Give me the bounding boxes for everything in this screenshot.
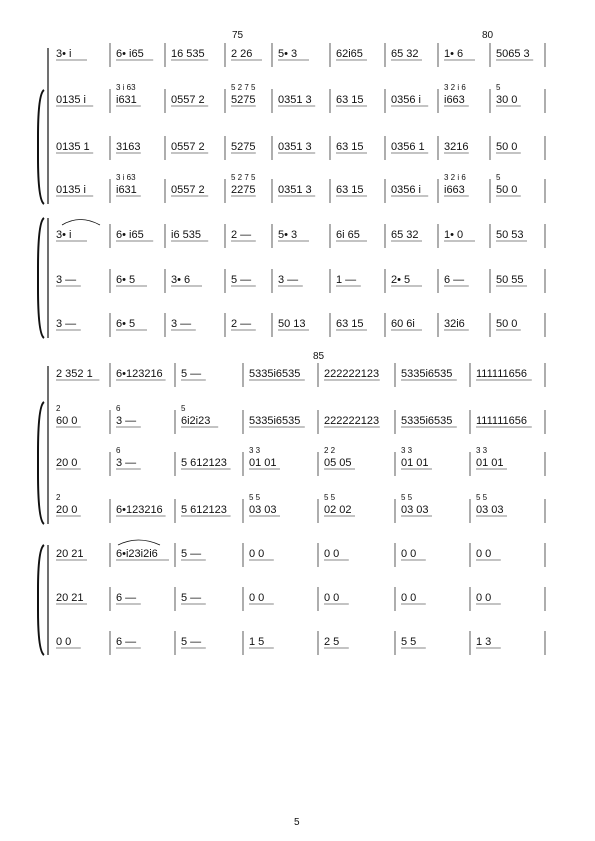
brace-bracket	[38, 218, 44, 338]
chord-upper-notes: 5 5	[401, 493, 413, 502]
measure-notes: 50 13	[278, 318, 306, 330]
measure-notes: 0 0	[401, 548, 417, 560]
measure-notes: 5 —	[181, 548, 202, 560]
brace-bracket	[38, 545, 44, 655]
measure-notes: i663	[444, 94, 465, 106]
measure-notes: 0351 3	[278, 94, 312, 106]
chord-upper-notes: 5 5	[249, 493, 261, 502]
chord-upper-notes: 5 2 7 5	[231, 83, 256, 92]
chord-upper-notes: 2	[56, 493, 61, 502]
measure-notes: 20 21	[56, 548, 84, 560]
measure-notes: 60 0	[56, 415, 78, 427]
page-number: 5	[294, 817, 300, 828]
chord-upper-notes: 3 3	[249, 446, 261, 455]
chord-upper-notes: 3 3	[476, 446, 488, 455]
measure-notes: 0351 3	[278, 141, 312, 153]
measure-notes: 5065 3	[496, 48, 530, 60]
measure-notes: 03 03	[401, 504, 429, 516]
measure-notes: 3 —	[116, 457, 137, 469]
measure-notes: 6 —	[444, 274, 465, 286]
measure-number: 80	[482, 30, 494, 41]
measure-notes: 6i 65	[336, 229, 360, 241]
measure-notes: 222222123	[324, 415, 380, 427]
chord-upper-notes: 2 2	[324, 446, 336, 455]
measure-notes: 2 352 1	[56, 368, 93, 380]
measure-notes: 6•i23i2i6	[116, 548, 158, 560]
measure-notes: 1 3	[476, 636, 492, 648]
measure-notes: 02 02	[324, 504, 352, 516]
measure-notes: 5 —	[181, 636, 202, 648]
measure-notes: 5 612123	[181, 457, 227, 469]
slur-mark	[118, 540, 160, 545]
brace-bracket	[38, 90, 44, 204]
measure-notes: 0356 i	[391, 94, 421, 106]
measure-notes: 0135 1	[56, 141, 90, 153]
measure-notes: 5 612123	[181, 504, 227, 516]
measure-notes: 6i2i23	[181, 415, 211, 427]
measure-notes: 60 6i	[391, 318, 415, 330]
measure-notes: 6 —	[116, 636, 137, 648]
chord-upper-notes: 5 5	[324, 493, 336, 502]
measure-notes: 6•123216	[116, 368, 163, 380]
measure-notes: i663	[444, 184, 465, 196]
measure-notes: 50 0	[496, 184, 518, 196]
chord-upper-notes: 5	[496, 83, 501, 92]
measure-notes: 5 5	[401, 636, 417, 648]
slur-mark	[62, 220, 100, 226]
measure-notes: 3 —	[171, 318, 192, 330]
measure-notes: 0 0	[401, 592, 417, 604]
measure-notes: 5335i6535	[249, 368, 301, 380]
measure-notes: 5335i6535	[249, 415, 301, 427]
measure-notes: 50 0	[496, 318, 518, 330]
measure-notes: 62i65	[336, 48, 363, 60]
chord-upper-notes: 6	[116, 446, 121, 455]
measure-notes: 3 —	[278, 274, 299, 286]
measure-notes: 111111656	[476, 368, 527, 380]
measure-notes: 1 —	[336, 274, 357, 286]
measure-notes: 01 01	[476, 457, 504, 469]
chord-upper-notes: 3 3	[401, 446, 413, 455]
measure-notes: 5• 3	[278, 48, 298, 60]
measure-notes: 2 26	[231, 48, 253, 60]
measure-notes: 63 15	[336, 318, 364, 330]
measure-notes: 2 —	[231, 318, 252, 330]
measure-notes: 20 0	[56, 504, 78, 516]
measure-notes: 6• i65	[116, 229, 144, 241]
measure-notes: 0356 1	[391, 141, 425, 153]
measure-notes: 63 15	[336, 94, 364, 106]
measure-notes: 0 0	[324, 548, 340, 560]
measure-notes: 111111656	[476, 415, 527, 427]
measure-notes: 32i6	[444, 318, 465, 330]
measure-notes: 5335i6535	[401, 415, 453, 427]
measure-number: 75	[232, 30, 244, 41]
measure-notes: 0557 2	[171, 141, 205, 153]
measure-notes: 5275	[231, 94, 256, 106]
measure-notes: 6• i65	[116, 48, 144, 60]
measure-notes: 16 535	[171, 48, 205, 60]
measure-notes: i631	[116, 94, 137, 106]
notation-layer	[38, 43, 545, 655]
measure-notes: 0351 3	[278, 184, 312, 196]
chord-upper-notes: 6	[116, 404, 121, 413]
measure-notes: 0 0	[249, 548, 265, 560]
measure-notes: 1 5	[249, 636, 265, 648]
measure-notes: 6•123216	[116, 504, 163, 516]
measure-notes: 5• 3	[278, 229, 298, 241]
measure-notes: 63 15	[336, 141, 364, 153]
measure-notes: 0 0	[324, 592, 340, 604]
measure-notes: 3 —	[116, 415, 137, 427]
measure-notes: 5335i6535	[401, 368, 453, 380]
measure-notes: 30 0	[496, 94, 518, 106]
measure-notes: 0 0	[476, 548, 492, 560]
measure-notes: 3• i	[56, 229, 72, 241]
measure-notes: 0557 2	[171, 184, 205, 196]
measure-notes: 05 05	[324, 457, 352, 469]
measure-notes: 20 0	[56, 457, 78, 469]
chord-upper-notes: 2	[56, 404, 61, 413]
measure-notes: 5 —	[181, 368, 202, 380]
measure-notes: 3 —	[56, 318, 77, 330]
measure-notes: 2 5	[324, 636, 340, 648]
measure-notes: 3163	[116, 141, 141, 153]
measure-notes: 3216	[444, 141, 469, 153]
measure-notes: 2 —	[231, 229, 252, 241]
measure-notes: i6 535	[171, 229, 201, 241]
measure-notes: 03 03	[476, 504, 504, 516]
chord-upper-notes: 3 2 i 6	[444, 83, 466, 92]
measure-notes: 6 —	[116, 592, 137, 604]
chord-upper-notes: 3 i 63	[116, 83, 136, 92]
brace-bracket	[38, 402, 44, 524]
chord-upper-notes: 5	[181, 404, 186, 413]
measure-notes: 0135 i	[56, 94, 86, 106]
measure-notes: 5 —	[231, 274, 252, 286]
measure-notes: 222222123	[324, 368, 380, 380]
measure-notes: 0356 i	[391, 184, 421, 196]
measure-notes: 3 —	[56, 274, 77, 286]
measure-notes: 5275	[231, 141, 256, 153]
chord-upper-notes: 5	[496, 173, 501, 182]
measure-notes: 5 —	[181, 592, 202, 604]
chord-upper-notes: 5 2 7 5	[231, 173, 256, 182]
measure-notes: 50 0	[496, 141, 518, 153]
measure-notes: 01 01	[401, 457, 429, 469]
measure-notes: i631	[116, 184, 137, 196]
measure-notes: 0557 2	[171, 94, 205, 106]
measure-notes: 50 53	[496, 229, 524, 241]
measure-notes: 03 03	[249, 504, 277, 516]
measure-notes: 3• 6	[171, 274, 191, 286]
measure-notes: 65 32	[391, 229, 419, 241]
measure-notes: 0135 i	[56, 184, 86, 196]
chord-upper-notes: 3 i 63	[116, 173, 136, 182]
measure-number: 85	[313, 351, 325, 362]
measure-notes: 65 32	[391, 48, 419, 60]
chord-upper-notes: 3 2 i 6	[444, 173, 466, 182]
chord-upper-notes: 5 5	[476, 493, 488, 502]
measure-notes: 50 55	[496, 274, 524, 286]
measure-notes: 1• 6	[444, 48, 464, 60]
measure-notes: 63 15	[336, 184, 364, 196]
measure-notes: 0 0	[56, 636, 72, 648]
measure-notes: 6• 5	[116, 318, 136, 330]
measure-notes: 3• i	[56, 48, 72, 60]
measure-notes: 01 01	[249, 457, 277, 469]
measure-notes: 2• 5	[391, 274, 411, 286]
measure-notes: 0 0	[249, 592, 265, 604]
measure-notes: 2275	[231, 184, 256, 196]
measure-notes: 0 0	[476, 592, 492, 604]
measure-notes: 6• 5	[116, 274, 136, 286]
measure-notes: 20 21	[56, 592, 84, 604]
measure-notes: 1• 0	[444, 229, 464, 241]
